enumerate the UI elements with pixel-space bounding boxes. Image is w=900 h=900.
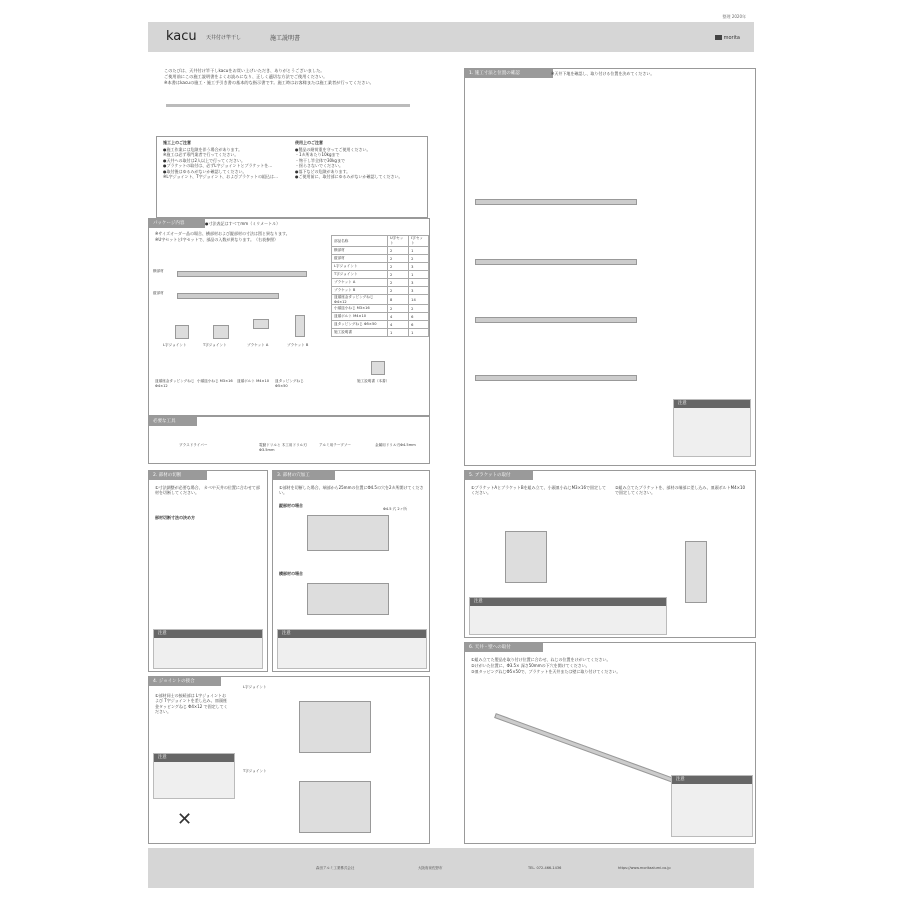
footer-company: 森田アルミ工業株式会社 [316,866,355,870]
section-5-attention: 注意 [469,597,667,635]
section-4-title: 4. ジョイントの接合 [149,677,221,686]
layout-diagram-1 [475,199,637,205]
screw-1-label: 皿頭座金タッピングねじ Φ4×12 [155,379,195,388]
construction-caution-title: 施工上のご注意 [163,140,191,145]
footer-tel: TEL. 072-466-1436 [528,866,562,870]
layout-diagram-2 [475,259,637,265]
installation-diagram [494,713,676,783]
package-section: パッケージ内容 ●寸法表記はすべてmm（ミリメートル） ※サイズオーダー品の場合、横部材および縦部材の寸法は図と異なります。 ※U字セットとI字セットで、部品の入数が異なります。（右表参照） 横部材 縦部材 L字ジョイント T字ジョイント ブラケット A ブラケット B 皿頭座金タッピングねじ Φ4×12 小頭皿小ねじ M3×16 皿頭ボルト M4×10 皿タッピングねじ Φ5×50 施工説明書（本書） 部品名称 U字セット I字セット 横部材 2 1 縦部材 2 2 L字ジョイント 2 3 T字ジョイント 2 1 ブラケット A 2 3 ブラケット B 2 3 皿頭座金タッピングねじ Φ4×12 8 14 小頭皿小ねじ M3×16 2 2 皿頭ボルト M4×10 4 6 皿タッピングねじ Φ5×50 4 6 施工説明書 1 1 [148,218,430,416]
bracket-insert-diagram [685,541,707,603]
prohibited-icon: ✕ [177,809,193,830]
section-3-title: 3. 部材の穴加工 [273,471,335,480]
document-title: 施工説明書 [270,35,301,42]
company-logo: morita [715,35,740,41]
section-5: 5. ブラケットの取付 ①ブラケットAとブラケットBを組み立て、小頭皿小ねじM3×16で固定してください。 ②組み立てたブラケットを、部材の端部に差し込み、皿頭ボルトM4×10で固定してください。 注意 [464,470,756,638]
screw-2-label: 小頭皿小ねじ M3×16 [197,379,233,383]
tool-3: アルミ用テープソー [319,443,352,447]
screw-3-label: 皿頭ボルト M4×10 [237,379,270,383]
header-bar [148,22,754,52]
section-4-attention: 注意 [153,753,235,799]
instruction-sheet [148,12,754,888]
horizontal-member-hole-diagram [307,583,389,615]
section-6: 6. 天井・壁への取付 ①組み立てた製品を取り付け位置に合わせ、ねじの位置をけがいてください。 ②けがいた位置に、Φ3.5× 深さ50mmの下穴を開けてください。 ③皿タッピングねじΦ5×50で、ブラケットを天井または壁に取り付けてください。 注意 [464,642,756,844]
bracket-assembly-diagram [505,531,547,583]
section-6-title: 6. 天井・壁への取付 [465,643,543,652]
vertical-member [177,293,279,299]
document-number: 整理 2020年 [722,14,746,19]
horizontal-member [177,271,307,277]
section-3-attention: 注意 [277,629,427,669]
section-6-attention: 注意 [671,775,753,837]
layout-diagram-3 [475,317,637,323]
l-joint-diagram [299,701,371,753]
parts-table: 部品名称 U字セット I字セット 横部材 2 1 縦部材 2 2 L字ジョイント 2 3 T字ジョイント 2 1 ブラケット A 2 3 ブラケット B 2 3 皿頭座金タッピングねじ Φ4×12 8 14 小頭皿小ねじ M3×16 2 2 皿頭ボルト M4×10 4 6 皿タッピングねじ Φ5×50 4 6 施工説明書 1 1 [331,235,429,337]
screw-4-label: 皿タッピングねじ Φ5×50 [275,379,304,388]
logo-mark-icon [715,35,722,40]
tools-section [148,416,430,464]
section-1-title: 1. 施工寸法と位置の確認 [465,69,553,78]
brand-name: kacu [166,29,197,44]
l-joint-icon [175,325,189,339]
vertical-member-hole-diagram [307,515,389,551]
intro-text: このたびは、天井付け竿干しkacuをお買い上げいただき、ありがとうございました。 ご使用前にこの施工説明書をよくお読みになり、正しく適切な方法でご使用ください。 ※本書はkacuの施工・施工手引き書の基本的な指示書です。施工時はお客様または施工業者が行ってください。 [164,68,374,85]
tool-4: 金属用ドリル刃Φ4.5mm [375,443,416,447]
brand-subtitle: 天井付け竿干し [206,35,242,41]
construction-caution-text: ●施工作業には危険を伴う場合があります。 ※施工は必ず専門業者で行ってください。 ●天井への取付は2人以上で行ってください。 ●ブラケットの取付は、必ずL字ジョイントとブラケットを… ●取付後はゆるみがないか確認してください。 ※L字ジョイント、T字ジョイント、およびブラケットの組込は… [163,147,278,180]
section-2: 2. 部材の切断 ①寸法調整が必要な場合、 カベや天井の位置に合わせて部材を切断してください。 部材切断寸法の決め方 注意 [148,470,268,672]
section-5-title: 5. ブラケットの取付 [465,471,533,480]
package-title: パッケージ内容 [149,219,205,228]
footer [148,848,754,888]
section-2-attention: 注意 [153,629,263,669]
usage-caution-text: ●製品の耐荷重を守ってご使用ください。 ・1カ所あたり10kgまで ・物干し竿全体で30kgまで ・揺らさないでください。 ●落下などの危険があります。 ●ご使用前に、取付部にゆるみがないか確認してください。 [295,147,403,180]
section-4: 4. ジョイントの接合 ①部材同士の接続部は L字ジョイントおよび T字ジョイントを差し込み、皿頭座金タッピングねじ Φ4×12 で固定してください。 L字ジョイント T字ジョイント 注意 ✕ [148,676,430,844]
product-illustration [166,104,410,107]
section-2-title: 2. 部材の切断 [149,471,207,480]
footer-url[interactable]: https://www.moritaalumi.co.jp [618,866,671,870]
bracket-b-icon [295,315,305,337]
tools-title: 必要な工具 [149,417,197,426]
section-1-attention: 注意 [673,399,751,457]
layout-diagram-4 [475,375,637,381]
tool-2: 電動ドリルと 木工用ドリル刃Φ3.5mm [259,443,307,452]
bracket-a-icon [253,319,269,329]
manual-icon [371,361,385,375]
t-joint-icon [213,325,229,339]
t-joint-diagram [299,781,371,833]
tool-1: プラスドライバー [179,443,208,447]
section-3: 3. 部材の穴加工 ①部材を切断した場合、端部から25mmの位置にΦ4.5の穴を2カ所開けてください。 縦部材の場合 横部材の場合 Φ4.5 穴 2ヶ所 注意 [272,470,430,672]
cautions-box [156,136,428,218]
section-1: 1. 施工寸法と位置の確認 ※天井下地を確認し、取り付ける位置を決めてください。 注意 [464,68,756,466]
usage-caution-title: 使用上のご注意 [295,140,323,145]
footer-address: 大阪府泉佐野市 [418,866,443,870]
